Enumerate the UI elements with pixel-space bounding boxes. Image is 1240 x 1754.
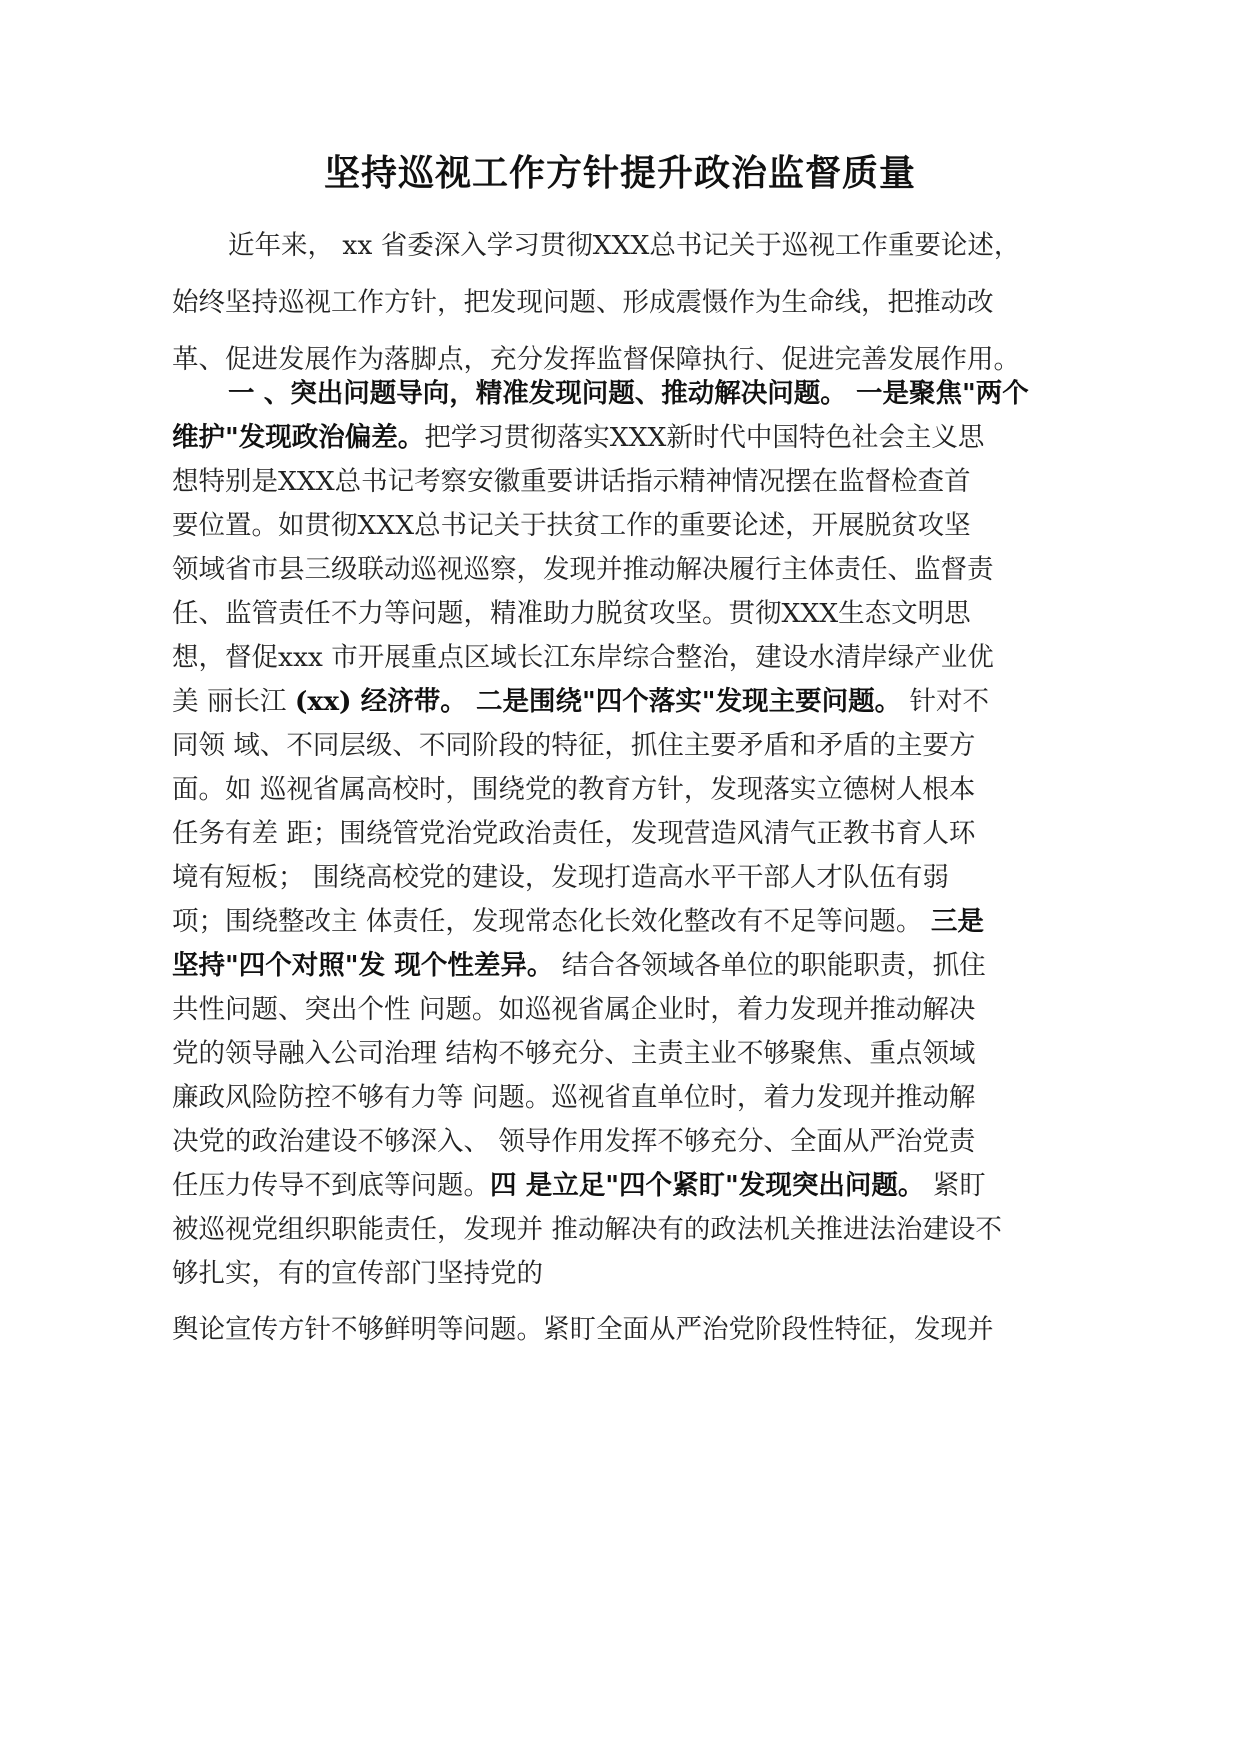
text-run: 紧盯 [924, 1170, 986, 1201]
text-line: 面。如 巡视省属高校时，围绕党的教育方针，发现落实立德树人根本 [172, 774, 976, 805]
text-line: 境有短板； 围绕高校党的建设，发现打造高水平干部人才队伍有弱 [172, 862, 949, 893]
subheading-three: 坚持"四个对照"发 现个性差异。 [172, 950, 554, 981]
text-run: 结合各领域各单位的职能职责，抓住 [553, 950, 986, 981]
text-line: 任、监管责任不力等问题，精准助力脱贫攻坚。贯彻XXX生态文明思 [172, 598, 971, 629]
text-line: 共性问题、突出个性 问题。如巡视省属企业时，着力发现并推动解决 [172, 994, 976, 1025]
text-line: 革、促进发展作为落脚点，充分发挥监督保障执行、促进完善发展作用。 [172, 344, 1020, 375]
subheading-one: 维护"发现政治偏差。 [172, 422, 425, 453]
section-one-paragraph [172, 372, 1072, 1296]
text-line [172, 680, 1072, 724]
text-line: 想，督促xxx 市开展重点区域长江东岸综合整治，建设水清岸绿产业优 [172, 642, 994, 673]
subheading-two: (xx) 经济带。 二是围绕"四个落实"发现主要问题。 [294, 686, 902, 717]
text-run: 美 丽长江 [172, 686, 295, 717]
text-line: 廉政风险防控不够有力等 问题。巡视省直单位时，着力发现并推动解 [172, 1082, 976, 1113]
section-heading: 一 、突出问题导向，精准发现问题、推动解决问题。 一是聚焦"两个 [228, 378, 1029, 409]
text-line: 决党的政治建设不够深入、 领导作用发挥不够充分、全面从严治党责 [172, 1126, 976, 1157]
text-run: 针对不 [901, 686, 990, 717]
intro-paragraph [172, 220, 1072, 386]
text-run: 任压力传导不到底等问题。 [172, 1170, 490, 1201]
text-line [172, 944, 1072, 988]
continuation-paragraph [172, 1308, 1072, 1352]
text-line: 领域省市县三级联动巡视巡察，发现并推动解决履行主体责任、监督责 [172, 554, 994, 585]
text-line [172, 900, 1072, 944]
subheading-four: 四 是立足"四个紧盯"发现突出问题。 [490, 1170, 925, 1201]
text-line: 够扎实，有的宣传部门坚持党的 [172, 1258, 543, 1289]
text-run: 把学习贯彻落实XXX新时代中国特色社会主义思 [424, 422, 985, 453]
text-line: 近年来， xx 省委深入学习贯彻XXX总书记关于巡视工作重要论述， [228, 230, 1021, 261]
text-line: 舆论宣传方针不够鲜明等问题。紧盯全面从严治党阶段性特征，发现并 [172, 1314, 994, 1345]
text-line: 同领 域、不同层级、不同阶段的特征，抓住主要矛盾和矛盾的主要方 [172, 730, 976, 761]
text-line: 党的领导融入公司治理 结构不够充分、主责主业不够聚焦、重点领域 [172, 1038, 976, 1069]
subheading-three-start: 三是 [930, 906, 984, 937]
text-line: 要位置。如贯彻XXX总书记关于扶贫工作的重要论述，开展脱贫攻坚 [172, 510, 971, 541]
text-line [172, 416, 1072, 460]
document-title: 坚持巡视工作方针提升政治监督质量 [323, 152, 916, 194]
text-line: 被巡视党组织职能责任，发现并 推动解决有的政法机关推进法治建设不 [172, 1214, 1002, 1245]
text-line: 始终坚持巡视工作方针，把发现问题、形成震慑作为生命线，把推动改 [172, 287, 994, 318]
text-line [172, 1164, 1072, 1208]
text-line: 任务有差 距；围绕管党治党政治责任，发现营造风清气正教书育人环 [172, 818, 976, 849]
text-line: 想特别是XXX总书记考察安徽重要讲话指示精神情况摆在监督检查首 [172, 466, 971, 497]
text-run: 项；围绕整改主 体责任，发现常态化长效化整改有不足等问题。 [172, 906, 931, 937]
text-line [172, 372, 1072, 416]
